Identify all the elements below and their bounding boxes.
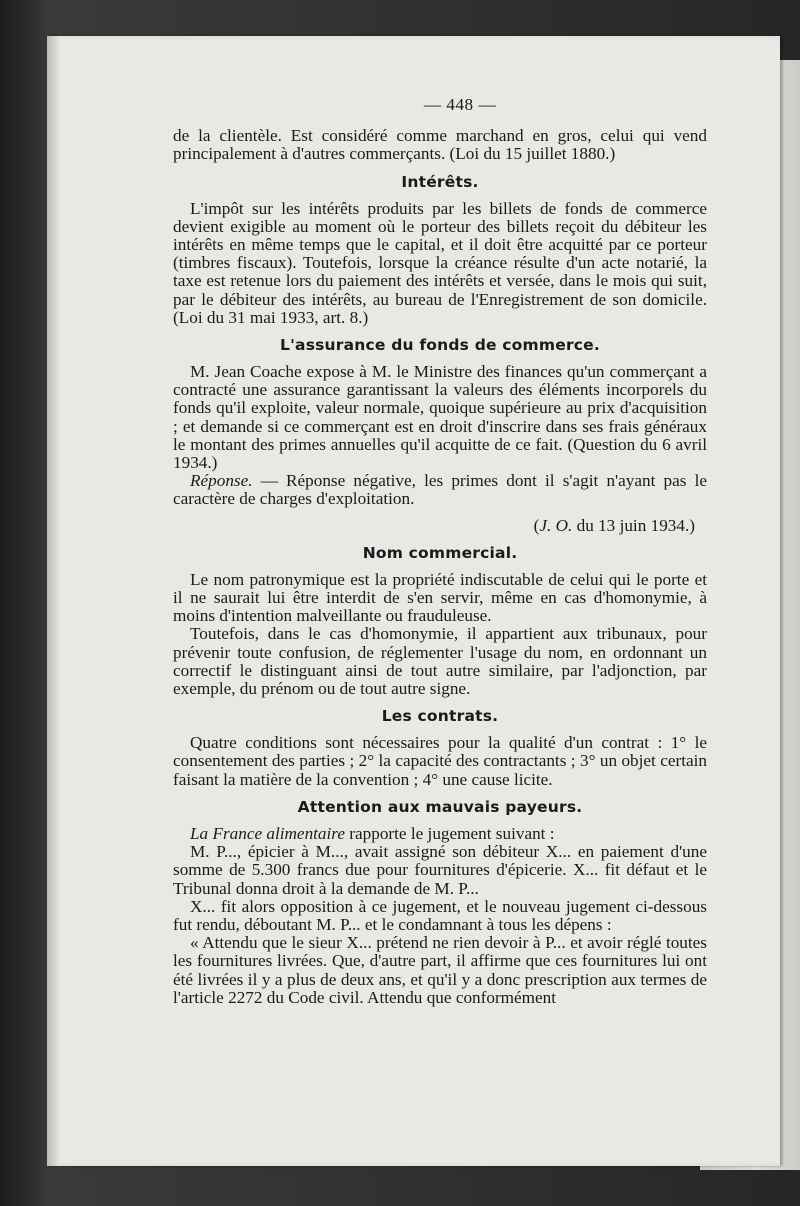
reponse-label: Réponse. [190, 471, 253, 491]
payeurs-paragraph-3: « Attendu que le sieur X... prétend ne rien devoir à P... et avoir réglé toutes les fournitures livrées. Que, d'autre part, il affirme que ces fournitures lui ont été livrées il y a plus de deux ans, et qu'il y a donc prescription aux termes de l'article 2272 du Code civil. Attendu que conformément [173, 933, 707, 1007]
reponse-text: — Réponse négative, les primes dont il s'agit n'ayant pas le caractère de charges d'exploitation. [173, 471, 707, 509]
interets-paragraph: L'impôt sur les intérêts produits par les billets de fonds de commerce devient exigible au moment où le porteur des billets reçoit du débiteur les intérêts en même temps que le capital, et il doit être acquitté par ce porteur (timbres fiscaux). Toutefois, lorsque la créance résulte d'un acte notarié, la taxe est retenue lors du paiement des intérêts et versée, dans le mois qui suit, par le débiteur des intérêts, au bureau de l'Enregistrement de son domicile. (Loi du 31 mai 1933, art. 8.) [173, 198, 707, 327]
payeurs-paragraph-2: X... fit alors opposition à ce jugement, et le nouveau jugement ci-dessous fut rendu, déboutant M. P... et le condamnant à tous les dépens : [173, 896, 707, 934]
ref-rest: du 13 juin 1934.) [572, 515, 695, 535]
page-binding-edge [47, 36, 59, 1166]
page-content [173, 96, 707, 1007]
heading-contrats: Les contrats. [381, 707, 499, 726]
nom-paragraph-1: Le nom patronymique est la propriété indiscutable de celui qui le porte et il ne saurait lui être interdit de s'en servir, même en cas d'homonymie, à moins d'intention malveillante ou frauduleuse. [173, 569, 707, 626]
assurance-reference [173, 517, 695, 535]
heading-assurance: L'assurance du fonds de commerce. [280, 336, 600, 355]
ref-journal: J. O. [539, 515, 573, 535]
contrats-paragraph: Quatre conditions sont nécessaires pour la qualité d'un contrat : 1° le consentement des parties ; 2° la capacité des contractants ; 3° un objet certain faisant la matière de la convention ; 4° une cause licite. [173, 733, 707, 789]
source-title: La France alimentaire [190, 823, 345, 843]
nom-paragraph-2: Toutefois, dans le cas d'homonymie, il appartient aux tribunaux, pour prévenir toute confusion, de réglementer l'usage du nom, en ordonnant un correctif le distinguant ainsi de tout autre similaire, par l'adjonction, par exemple, du prénom ou de tout autre signe. [173, 624, 707, 699]
source-rest: rapporte le jugement suivant : [344, 823, 555, 843]
payeurs-source [173, 825, 707, 843]
payeurs-paragraph-1: M. P..., épicier à M..., avait assigné son débiteur X... en paiement d'une somme de 5.300 francs due pour fournitures d'épicerie. X... fit défaut et le Tribunal donna droit à la demande de M. P... [173, 842, 707, 898]
heading-nom-commercial: Nom commercial. [362, 543, 518, 562]
heading-interets: Intérêts. [401, 172, 479, 191]
heading-mauvais-payeurs: Attention aux mauvais payeurs. [297, 797, 583, 816]
page-number: — 448 — [423, 95, 497, 114]
assurance-reponse [173, 472, 707, 508]
ref-open: ( [533, 515, 540, 535]
intro-paragraph: de la clientèle. Est considéré comme marchand en gros, celui qui vend principalement à d'autres commerçants. (Loi du 15 juillet 1880.) [173, 126, 707, 164]
assurance-paragraph: M. Jean Coache expose à M. le Ministre des finances qu'un commerçant a contracté une assurance garantissant la valeurs des éléments incorporels du fonds qu'il exploite, valeur normale, quoique supérieure au prix d'acquisition ; et demande si ce commerçant est en droit d'inscrire dans ses frais généraux le montant des primes annuelles qu'il acquitte de ce fait. (Question du 6 avril 1934.) [173, 362, 707, 473]
